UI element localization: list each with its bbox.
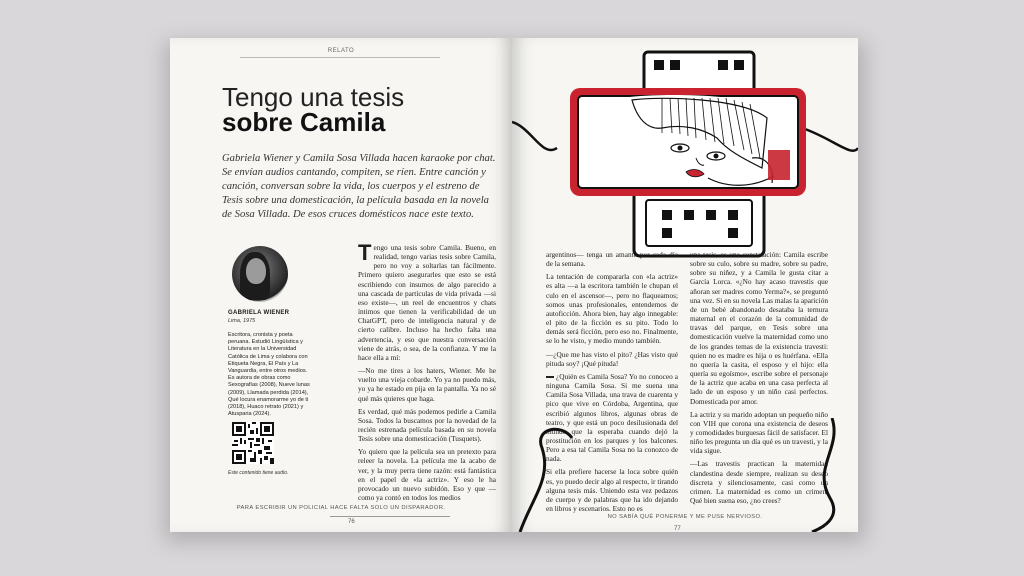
qr-code[interactable] [232,422,274,464]
paragraph: —¿Que me has visto el pito? ¿Has visto qué pituda soy? ¡Qué pituda! [546,349,678,368]
page-number-right: 77 [674,526,681,532]
article-title-line2: sobre Camila [222,107,386,137]
qr-caption: Este contenido tiene audio. [228,470,289,476]
section-divider [240,57,440,58]
left-page [170,38,512,532]
article-title-line1: Tengo una tesis [222,82,405,112]
paragraph: —No me tires a los haters, Wiener. Me he vuelto una vieja cobarde. Yo ya no puedo más, yo ya he estado en pija en la pantalla. Ya no sé qué más quieres que haga. [358,366,496,403]
paragraph: La actriz y su marido adoptan un pequeño niño con VIH que corona una existencia de deseos y comodidades burguesas fácil de satisfacer. El niño les pregunta un día qué es un travesti, y la vida sigue. [690,409,828,456]
author-bio: Escritora, cronista y poeta peruana. Estudió Lingüística y Literatura en la Universidad Católica de Lima y colabora con Etiqueta Negra, El País y La Vanguardia, entre otros medios. Es autora de obras como Sexografías (2008), Nueve lunas (2009), Llamada perdida (2014), Qué locura enamorarme yo de ti (2018), Huaco retrato (2021) y Atusparia (2024). [228,332,310,418]
article-intro: Gabriela Wiener y Camila Sosa Villada hacen karaoke por chat. Se envían audios cantando, compiten, se ríen. Entre canción y canción, conversan sobre la vida, los cuerpos y el estreno de Tesis sobre una domesticación, la película basada en la novela de Sosa Villada. De esos cruces domésticos nace este texto. [222,153,496,220]
paragraph: —Las travestis practican la maternidad clandestina desde siempre, realizan su deseo discreta y silenciosamente, casi como un crimen. La maternidad es como un crimen. Qué bien suena eso, ¿no crees? [690,459,828,506]
paragraph: argentinos— tenga un amante por cada día de la semana. [546,250,678,269]
paragraph: Si ella prefiere hacerse la loca sobre quién es, yo puedo decir algo al respecto, ir tirando alguna tesis más. Uniendo esta vez pedazos de cuerpo y de palabras que ha ido dejando en libros y escenarios. Esto no es [546,467,678,514]
paragraph: una tesis, es una constatación: Camila escribe sobre su culo, sobre su madre, sobre su padre, sobre su niñez, y a Camila le gusta citar a García Lorca. «¿No hay acaso travestis que añoran ser madres como Yerma?», se preguntó una vez. Si en su novela Las malas la aparición de un bebé abandonado desataba la ternura maternal en el corazón de la comunidad de travas del parque, en Tesis sobre una domesticación vuelve la maternidad como uno de los grandes temas de la existencia travesti: quien no es madre es hija o es huérfana. «Ella no quería la casita, el esposo y el hijo: ella quería su egoísmo», escribe sobre el personaje de la actriz que acaba en una casa perfecta al lado de un esposo y un niño casi perfectos. Domesticada por amor. [690,250,828,406]
paragraph: Es verdad, qué más podemos pedirle a Camila Sosa. Todos la buscamos por la novedad de la recién estrenada película basada en su novela Tesis sobre una domesticación (Tusquets). [358,406,496,444]
paragraph: Tengo una tesis sobre Camila. Bueno, en realidad, tengo varias tesis sobre Camila, pero no voy a soltarlas tan fácilmente. Primero quiero asegurarles que esto se está escribiendo con insumos de algo parecido a una cascada de partículas de vida privada —si eso existe—, un reel de encuentros y chats íntimos que tienen la verificabilidad de un ChatGPT, pero de inteligencia natural y de cierto calibre. Incluso ha hecho falta una advertencia, y eso que nuestra conversación viene de atrás, o sea, de la confianza. Y me la hace ella a mí: [358,240,496,362]
author-photo [232,246,288,302]
section-label: RELATO [327,48,355,54]
author-name: GABRIELA WIENER [228,310,290,316]
author-origin: Lima, 1975 [228,318,256,324]
illustration-phone-selfie [512,38,858,268]
paragraph: La tentación de compararla con «la actriz» es alta —a la escritora también le chupan el culo en el ascensor—, pero no flaqueamos; somos unas profesionales, entendemos de autoficción. Ahora bien, hay algo innegable: el pito de la ficción es su pito. Todo lo demás será ficción, pero eso no. Finalmente, se lo he visto, y medio mundo también. [546,272,678,346]
paragraph: ¿Quién es Camila Sosa? Yo no conoceo a ninguna Camila Sosa. Si me suena una Camila Sosa Villada, una trava de cuarenta y pico que vive en Córdoba, Argentina, que escribió algunos libros, algunas obras de teatro, y que está un poco desilusionada del mundo que la esperaba cuando dejó la prostitución en los parques y los balcones. Pero a esa tal Camila Sosa no la conozco de nada. [546,371,678,464]
text-column-1 [358,240,496,506]
paragraph: Yo quiero que la película sea un pretexto para releer la novela. La película me la acabo de ver, y la muy perra tiene razón: está fantástica en el papel de «la actriz». Y eso le ha provocado un nuevo subidón. Eso y que —como ya contó en todos los medios [358,447,496,503]
footer-quote-left: PARA ESCRIBIR UN POLICIAL HACE FALTA SOLO UN DISPARADOR. [236,505,446,511]
footer-rule-left [330,516,450,517]
footer-quote-right: NO SABÍA QUÉ PONERME Y ME PUSE NERVIOSO. [607,514,763,520]
right-page [512,38,858,532]
page-number-left: 76 [348,519,355,525]
dropcap: T [358,240,372,265]
section-marker [546,376,554,378]
